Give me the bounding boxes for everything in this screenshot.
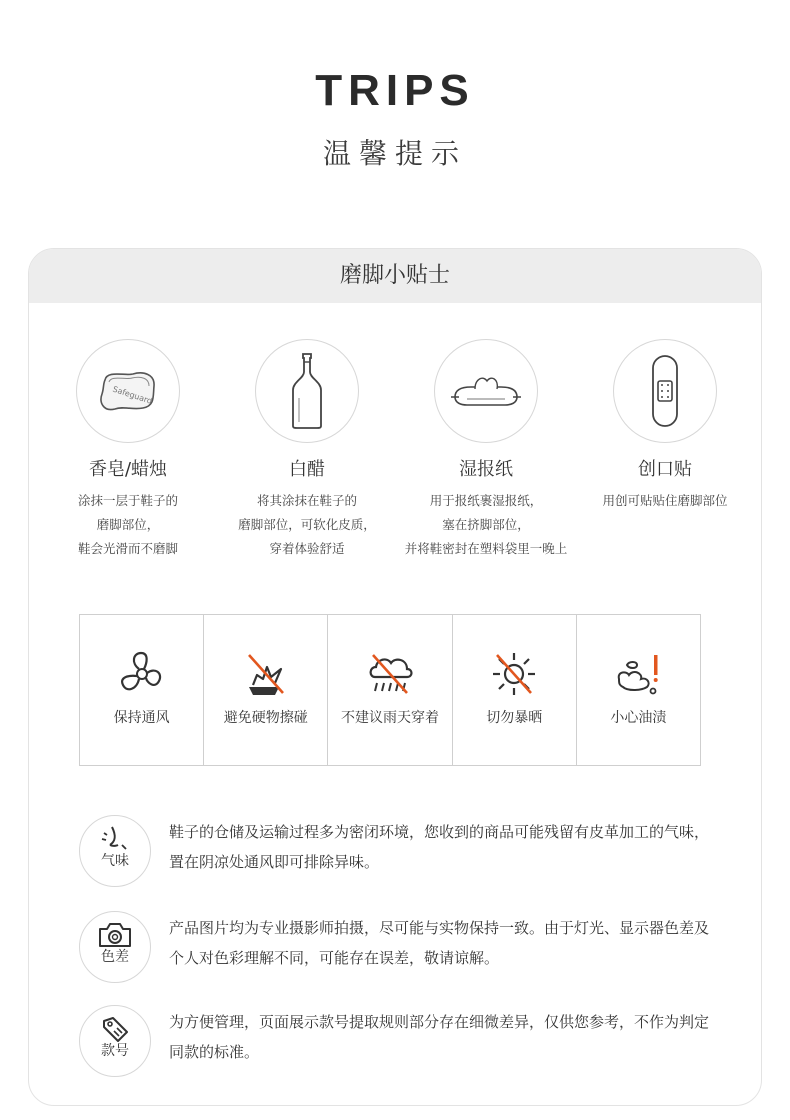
note-badge [79,1005,151,1077]
tips-card [28,248,762,1106]
tip-title: 创口贴 [638,459,692,480]
band-aid-icon [645,352,685,430]
note-badge [79,815,151,887]
tip-title: 白醋 [289,459,325,480]
tip-wet-paper [396,339,576,561]
note-style-number [79,1005,719,1081]
card-heading: 磨脚小贴士 [29,249,761,303]
camera-icon [97,921,133,949]
care-label: 保持通风 [113,710,170,726]
no-hard-objects-icon [241,649,291,699]
tip-description: 用于报纸裹湿报纸， 塞在挤脚部位， 并将鞋密封在塑料袋里一晚上 [404,493,568,556]
wet-wipes-icon [449,371,523,411]
care-item-no-hard-objects [204,615,328,765]
tip-description: 用创可贴贴住磨脚部位 [602,493,728,508]
note-color-difference [79,911,719,987]
tip-vinegar [217,339,397,561]
care-label: 切勿暴晒 [486,710,543,726]
note-text: 产品图片均为专业摄影师拍摄，尽可能与实物保持一致。由于灯光、显示器色差及个人对色彩理解不同，可能存在误差，敬请谅解。 [169,919,710,967]
care-label: 小心油渍 [610,710,667,726]
care-item-ventilation [80,615,204,765]
tip-icon-circle [613,339,717,443]
tip-description: 涂抹一层于鞋子的 磨脚部位， 鞋会光滑而不磨脚 [77,493,178,556]
tip-title: 湿报纸 [459,459,513,480]
no-sun-icon [489,649,539,699]
svg-text:Safeguard: Safeguard [111,384,154,406]
note-text: 鞋子的仓储及运输过程多为密闭环境，您收到的商品可能残留有皮革加工的气味，置在阴凉处通风即可排除异味。 [169,823,710,871]
care-label: 避免硬物擦碰 [223,710,308,726]
soap-icon [97,366,159,416]
care-label: 不建议雨天穿着 [341,710,439,726]
page-title: TRIPS [315,66,475,115]
note-tag: 款号 [101,1043,129,1059]
note-tag: 气味 [101,853,129,869]
care-item-no-rain [328,615,452,765]
tip-band-aid [575,339,755,513]
note-text: 为方便管理，页面展示款号提取规则部分存在细微差异，仅供您参考，不作为判定同款的标准。 [169,1013,710,1061]
tip-icon-circle [76,339,180,443]
tag-icon [100,1015,130,1043]
smell-icon [98,825,132,853]
tip-title: 香皂/蜡烛 [88,459,168,480]
tip-icon-circle [434,339,538,443]
tip-icon-circle [255,339,359,443]
tip-description: 将其涂抹在鞋子的 磨脚部位，可软化皮质， 穿着体验舒适 [238,493,376,556]
page-subtitle: 温馨提示 [322,137,467,170]
fan-icon [117,649,167,699]
tips-row [29,339,761,559]
note-badge [79,911,151,983]
care-icons-grid [79,614,701,766]
oil-stain-icon [613,649,663,699]
tip-soap [38,339,218,561]
care-item-no-sun [453,615,577,765]
note-smell [79,815,719,891]
note-tag: 色差 [101,949,129,965]
no-rain-icon [365,649,415,699]
care-item-oil-stain [577,615,700,765]
vinegar-bottle-icon [287,352,327,430]
